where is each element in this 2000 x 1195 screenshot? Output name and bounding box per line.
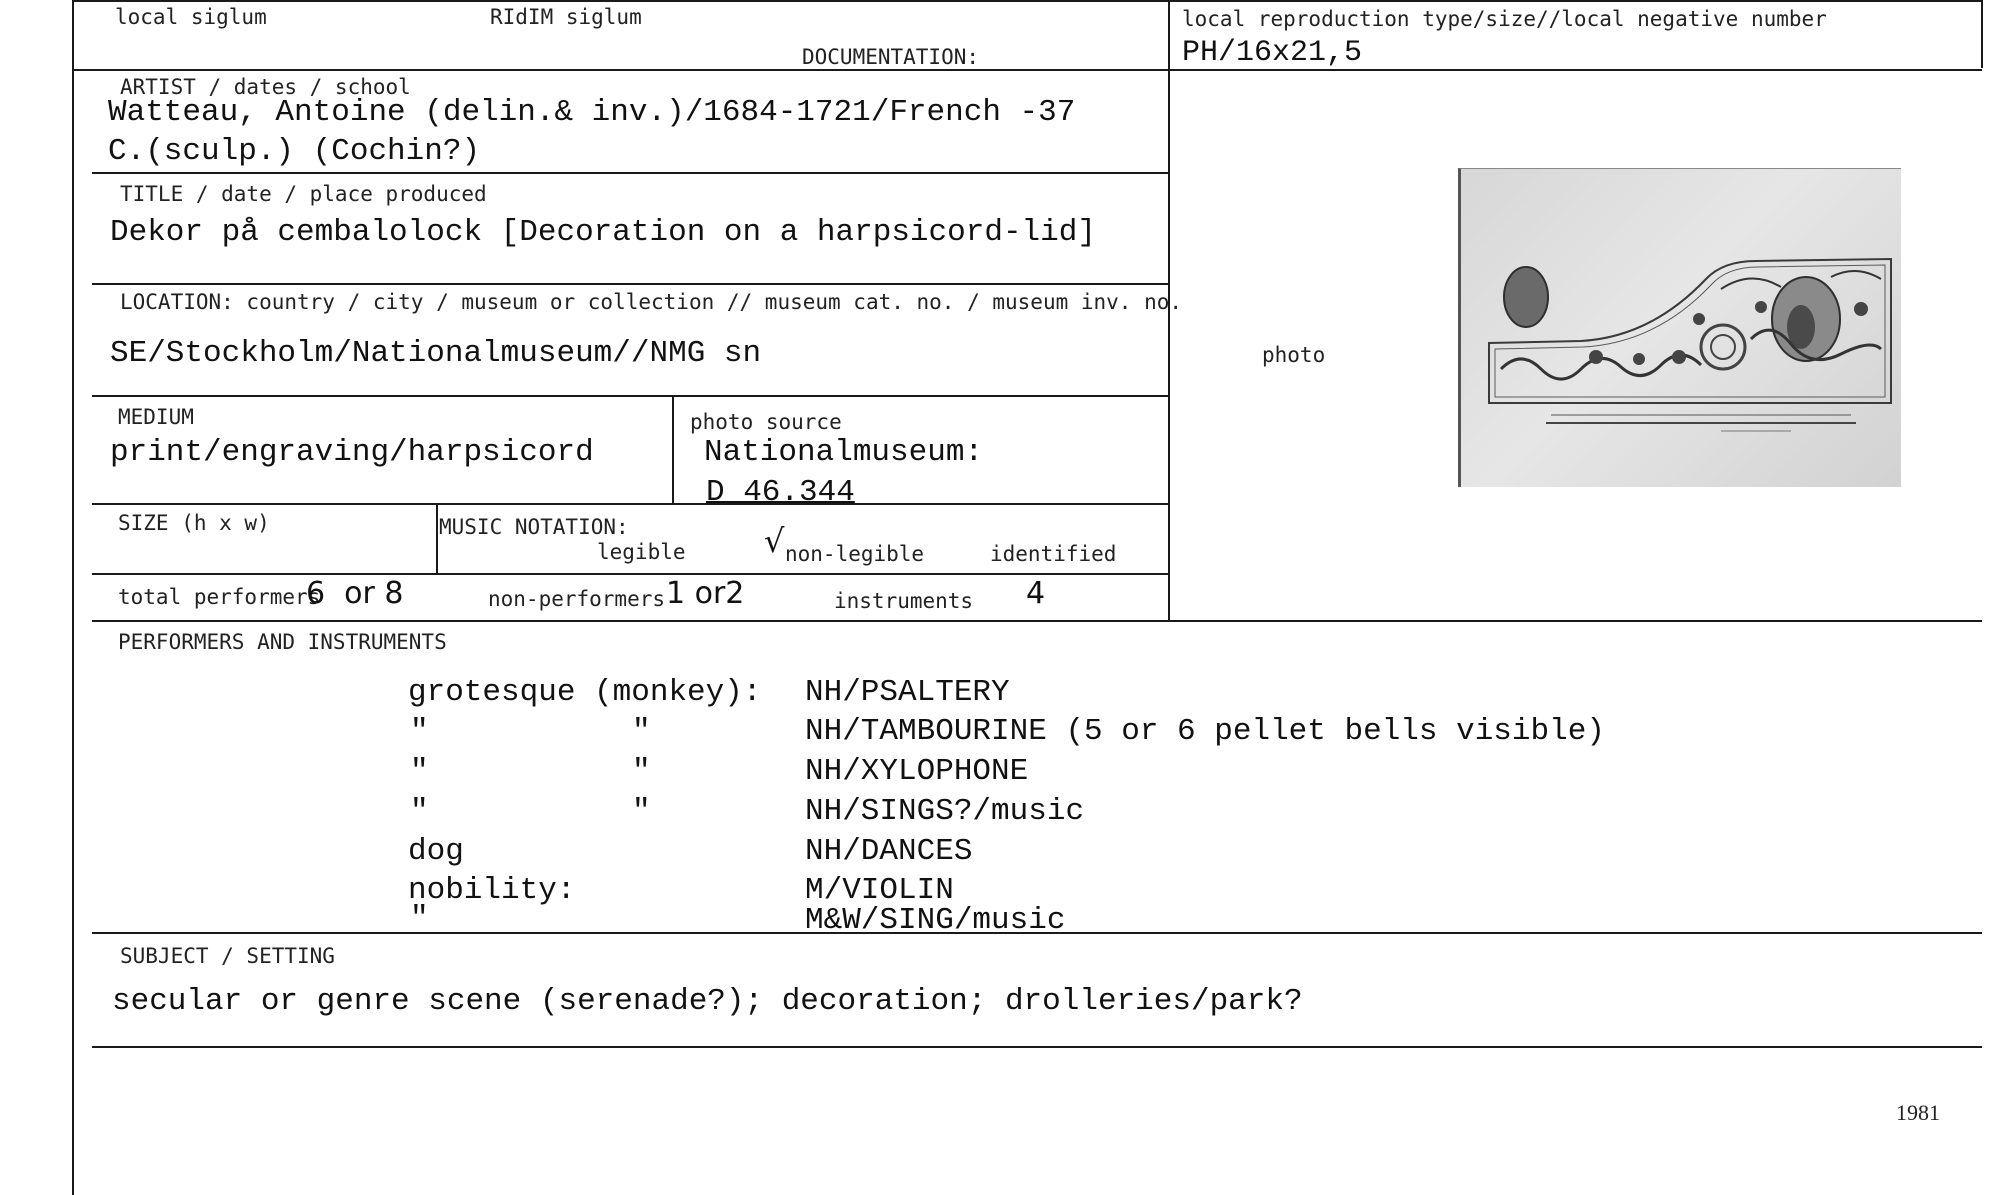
size-notation-divider xyxy=(436,504,438,573)
ridim-siglum-label: RIdIM siglum xyxy=(490,5,642,29)
performer-who: grotesque (monkey): xyxy=(408,675,762,710)
non-performers-label: non-performers xyxy=(488,587,666,611)
instruments-value: 4 xyxy=(1026,576,1046,611)
year-stamp: 1981 xyxy=(1896,1100,1940,1125)
performer-who: nobility: xyxy=(408,873,576,908)
performer-what: NH/PSALTERY xyxy=(805,675,1010,710)
notation-checkmark: √ xyxy=(764,522,785,560)
rule-below-size xyxy=(92,573,1168,575)
photo-source-line-2: D 46.344 xyxy=(706,475,855,510)
medium-label: MEDIUM xyxy=(118,405,194,429)
performer-what: NH/DANCES xyxy=(805,834,973,869)
artist-line-1: Watteau, Antoine (delin.& inv.)/1684-1721/French -37 xyxy=(108,95,1076,130)
artist-line-2: C.(sculp.) (Cochin?) xyxy=(108,134,481,169)
card-left-border xyxy=(72,0,74,1195)
engraving-image xyxy=(1461,169,1901,487)
rule-below-counts xyxy=(92,620,1982,622)
performer-who: dog xyxy=(408,834,464,869)
harpsichord-lid-photo xyxy=(1458,168,1901,487)
performer-ditto: " xyxy=(632,754,651,789)
title-value: Dekor på cembalolock [Decoration on a harpsicord-lid] xyxy=(110,215,1096,250)
notation-non-legible: non-legible xyxy=(785,542,925,566)
performer-who: " xyxy=(410,901,429,936)
performer-what: NH/TAMBOURINE (5 or 6 pellet bells visible) xyxy=(805,714,1605,749)
rule-below-medium xyxy=(92,503,1168,505)
rule-below-location xyxy=(92,395,1168,397)
music-notation-label: MUSIC NOTATION: xyxy=(439,515,629,539)
reproduction-value: PH/16x21,5 xyxy=(1182,36,1363,70)
performer-who: " xyxy=(410,714,429,749)
performer-what: NH/XYLOPHONE xyxy=(805,754,1029,789)
total-performers-label: total performers xyxy=(118,585,321,609)
performer-what: M&W/SING/music xyxy=(805,903,1066,938)
size-label: SIZE (h x w) xyxy=(118,511,270,535)
performer-who: " xyxy=(410,754,429,789)
title-label: TITLE / date / place produced xyxy=(120,182,487,206)
artist-label: ARTIST / dates / school xyxy=(120,75,411,99)
rule-below-title xyxy=(92,283,1168,285)
subject-value: secular or genre scene (serenade?); decoration; drolleries/park? xyxy=(112,984,1303,1019)
reproduction-label: local reproduction type/size//local negative number xyxy=(1182,7,1827,31)
performer-who: " xyxy=(410,794,429,829)
location-label: LOCATION: country / city / museum or collection // museum cat. no. / museum inv. no. xyxy=(120,290,1183,314)
top-rule xyxy=(72,0,1982,2)
performer-what: NH/SINGS?/music xyxy=(805,794,1085,829)
subject-label: SUBJECT / SETTING xyxy=(120,944,335,968)
notation-legible: legible xyxy=(597,540,686,564)
performers-label: PERFORMERS AND INSTRUMENTS xyxy=(118,630,447,654)
documentation-label: DOCUMENTATION: xyxy=(802,45,980,69)
performer-what: M/VIOLIN xyxy=(805,873,954,908)
rule-below-siglum xyxy=(72,69,1982,71)
performer-ditto: " xyxy=(632,714,651,749)
rule-below-artist xyxy=(92,172,1168,174)
non-performers-value: 1 or2 xyxy=(666,576,745,611)
photo-source-line-1: Nationalmuseum: xyxy=(704,435,984,470)
photo-label: photo xyxy=(1262,343,1326,367)
local-siglum-label: local siglum xyxy=(115,5,267,29)
performer-ditto: " xyxy=(632,794,651,829)
notation-identified: identified xyxy=(990,542,1117,566)
medium-photo-source-divider xyxy=(672,396,674,504)
total-performers-value: 6 or 8 xyxy=(306,576,404,611)
rule-below-subject xyxy=(92,1046,1982,1048)
card-right-border xyxy=(1981,0,1983,68)
location-value: SE/Stockholm/Nationalmuseum//NMG sn xyxy=(110,336,762,371)
instruments-label: instruments xyxy=(834,589,974,613)
medium-value: print/engraving/harpsicord xyxy=(110,435,594,470)
photo-source-label: photo source xyxy=(690,410,842,434)
